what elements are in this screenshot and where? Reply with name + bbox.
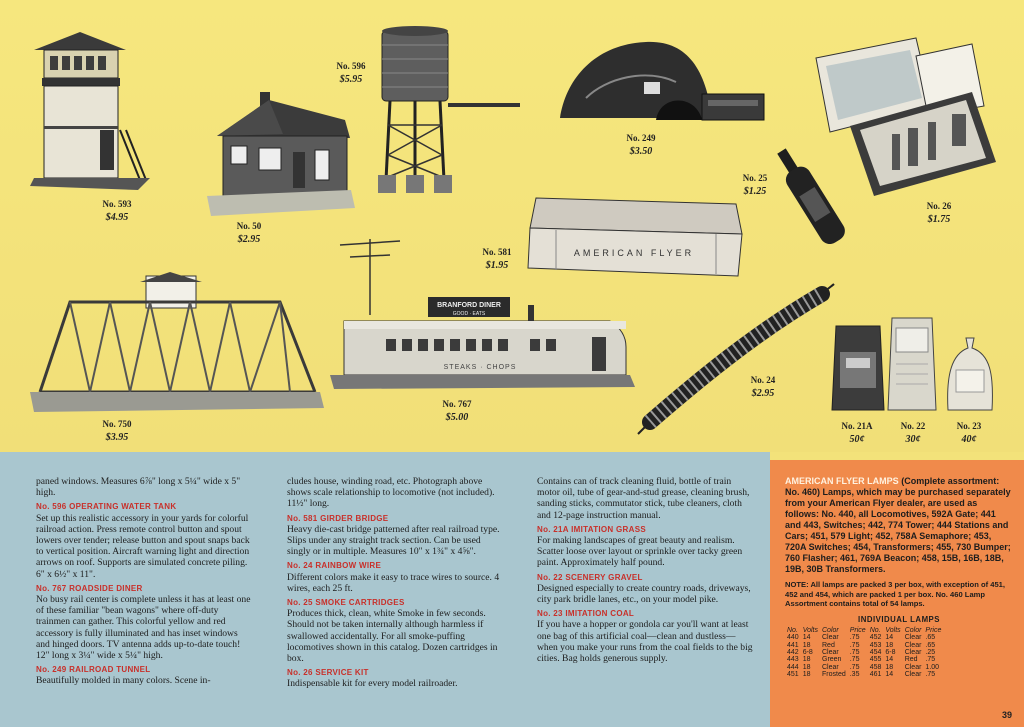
table-cell: .25 [925, 649, 936, 656]
product-price: 30¢ [905, 434, 921, 445]
table-row [785, 642, 943, 649]
table-cell: 451 [787, 671, 799, 679]
product-price: $4.95 [105, 212, 129, 223]
table-cell: Green [822, 656, 842, 664]
lamps-column [785, 476, 1013, 679]
product-label-21a [834, 420, 880, 446]
paragraph: cludes house, winding road, etc. Photograph above shows scale relationship to locomotive (not included). 11½" long. [287, 476, 495, 510]
text-column-1 [36, 476, 252, 690]
bridge-sign-text: AMERICAN FLYER [573, 248, 695, 258]
table-cell: 14 [802, 634, 811, 642]
diner-side-text: STEAKS · CHOPS [443, 364, 517, 371]
table-cell: .75 [849, 634, 860, 642]
paragraph: Produces thick, clean, white Smoke in few seconds. Should not be taken internally although harmless if swallowed accidentally. For all smoke-puffing locomotives shown in this catalog. Dozen cartridges in box. [287, 608, 498, 665]
table-cell: Clear [904, 641, 922, 649]
paragraph: For making landscapes of great beauty and realism. Scatter loose over layout or sprinkle over tacky green paint. Approximately half pound. [537, 535, 743, 569]
product-number: No. 24 [750, 375, 776, 385]
section-heading: No. 25 SMOKE CARTRIDGES [287, 598, 405, 608]
lamps-column-header: Color [822, 626, 839, 634]
lamps-table [785, 627, 943, 679]
table-cell: 14 [885, 634, 894, 642]
table-cell: .75 [849, 641, 860, 649]
section-heading: No. 249 RAILROAD TUNNEL [36, 665, 151, 675]
table-cell: 453 [869, 641, 882, 649]
product-number: No. 750 [102, 419, 132, 429]
lamps-column-header: Price [925, 626, 942, 634]
lamps-note: NOTE: All lamps are packed 3 per box, with exception of 451, 452 and 454, which are packed 1 per box. No. 460 Lamp Assortment contains total of 54 lamps. [785, 580, 1005, 609]
roadside-diner-icon [330, 235, 635, 405]
table-row [785, 664, 943, 671]
product-price: $2.95 [751, 388, 775, 399]
diner-sign-subtext: GOOD · EATS [452, 311, 486, 317]
section-heading: No. 22 SCENERY GRAVEL [537, 572, 643, 582]
table-row [785, 671, 943, 678]
product-label-750 [94, 418, 140, 444]
table-cell: Clear [904, 634, 922, 642]
product-price: 50¢ [849, 434, 865, 445]
product-number: No. 593 [102, 199, 132, 209]
water-tank-icon [378, 25, 523, 200]
paragraph: Designed especially to create country roads, driveways, city park bridle lanes, etc., on your model pike. [537, 582, 751, 606]
trestle-bridge-icon [30, 272, 325, 417]
signal-tower-icon [30, 30, 195, 195]
product-label-767 [434, 398, 480, 424]
table-cell: 6-8 [885, 649, 896, 656]
product-number: No. 23 [956, 421, 982, 431]
section-heading: No. 21A IMITATION GRASS [537, 524, 646, 534]
railroad-tunnel-icon [556, 38, 766, 128]
table-cell: .35 [849, 671, 860, 679]
lamps-column-header: Color [904, 626, 922, 634]
table-cell: .75 [849, 663, 860, 671]
table-row [785, 649, 943, 656]
table-cell: 14 [885, 671, 894, 679]
grass-bag-icon [830, 322, 886, 414]
table-cell: 454 [869, 649, 882, 656]
lamps-heading: AMERICAN FLYER LAMPS [785, 476, 899, 486]
product-number: No. 249 [626, 133, 656, 143]
section-heading: No. 24 RAINBOW WIRE [287, 561, 382, 571]
product-price: $5.00 [445, 412, 469, 423]
paragraph: Contains can of track cleaning fluid, bottle of train motor oil, tube of gear-and-stud grease, cleaning brush, sanding sticks, commutator stick, tube cleaners, cloth and 12-page instruction manual. [537, 476, 750, 521]
table-cell: Clear [904, 649, 922, 656]
text-column-2 [287, 476, 503, 693]
paragraph: Beautifully molded in many colors. Scene in- [36, 675, 211, 687]
product-label-26 [916, 200, 962, 226]
product-price: 40¢ [961, 434, 977, 445]
table-cell: Clear [904, 663, 922, 671]
table-cell: Clear [822, 663, 839, 671]
table-cell: 18 [885, 641, 894, 649]
table-cell: 18 [885, 663, 894, 671]
product-number: No. 767 [442, 399, 472, 409]
product-price: $3.50 [629, 146, 653, 157]
table-row [785, 656, 943, 663]
product-label-249 [618, 132, 664, 158]
product-price: $1.75 [927, 214, 951, 225]
product-price: $2.95 [237, 234, 261, 245]
table-cell: 18 [802, 671, 811, 679]
table-cell: .75 [849, 649, 860, 656]
table-cell: Red [822, 641, 835, 649]
paragraph: No busy rail center is complete unless it has at least one of these familiar "bean wagons" where off-duty trainmen can gather. This colorful yellow and red accessory is fully illuminated and has inset windows and hinged doors. TV antenna adds up-to-date touch! 12" long x 3¼" wide x 5¼" high. [36, 594, 251, 662]
table-cell: 440 [787, 634, 799, 642]
product-price: $1.25 [743, 186, 767, 197]
product-number: No. 596 [336, 61, 366, 71]
table-cell: 442 [787, 649, 799, 656]
paragraph: Different colors make it easy to trace wires to source. 4 wires, each 25 ft. [287, 571, 500, 594]
table-cell: 18 [802, 641, 811, 649]
product-number: No. 25 [742, 173, 768, 183]
paragraph: paned windows. Measures 6⅞" long x 5¼" wide x 5" high. [36, 476, 241, 499]
lamps-column-header: Volts [885, 626, 901, 634]
product-label-24 [740, 374, 786, 400]
table-cell: .65 [925, 641, 936, 649]
product-label-596 [328, 60, 374, 86]
table-cell: 458 [869, 663, 882, 671]
lamps-column-header: No. [787, 626, 798, 634]
table-cell: 452 [869, 634, 882, 642]
product-number: No. 50 [236, 221, 262, 231]
table-cell: .75 [849, 656, 860, 664]
table-cell: Clear [822, 634, 839, 642]
table-cell: 443 [787, 656, 799, 664]
lamps-table-title: INDIVIDUAL LAMPS [858, 614, 940, 624]
table-cell: Frosted [822, 671, 846, 679]
lamps-column-header: No. [869, 626, 881, 634]
paragraph: If you have a hopper or gondola car you'll want at least one bag of this artificial coal—clean and dustless—when you make your runs from the coal fields to the big cities. Bag holds generous supply. [537, 619, 753, 665]
lamps-column-header: Price [849, 626, 866, 634]
table-cell: .65 [925, 634, 936, 642]
product-label-593 [94, 198, 140, 224]
station-house-icon [205, 90, 355, 220]
table-cell: 444 [787, 663, 799, 671]
lamps-description [785, 476, 1013, 575]
table-row [785, 634, 943, 641]
paragraph: Indispensable kit for every model railroader. [287, 678, 458, 690]
section-heading: No. 581 GIRDER BRIDGE [287, 513, 389, 523]
gravel-bag-icon [886, 314, 938, 414]
table-cell: 14 [885, 656, 894, 664]
table-cell: 455 [869, 656, 882, 664]
table-cell: 461 [869, 671, 882, 679]
product-number: No. 22 [900, 421, 926, 431]
table-cell: 6-8 [802, 649, 813, 656]
product-price: $3.95 [105, 432, 129, 443]
product-number: No. 26 [926, 201, 952, 211]
product-label-23 [946, 420, 992, 446]
table-cell: 441 [787, 641, 799, 649]
table-cell: .75 [925, 671, 936, 679]
section-heading: No. 26 SERVICE KIT [287, 668, 369, 678]
product-price: $5.95 [339, 74, 363, 85]
table-cell: Red [904, 656, 918, 664]
table-cell: .75 [925, 656, 936, 664]
table-cell: Clear [822, 649, 839, 656]
lamps-column-header: Volts [802, 626, 818, 634]
smoke-cartridge-bottle-icon [770, 140, 854, 256]
paragraph: Set up this realistic accessory in your yards for colorful railroad action. Press remote control button and spout lowers over tender; release button and spout snaps back to vertical position. Aircraft warning light and direction arrows on roof. Supports are simulated concrete piling. 6" x 6½" x 11". [36, 512, 250, 580]
paragraph: Heavy die-cast bridge patterned after real railroad type. Slips under any straight track section. Can be used singly or in multiple. Measures 10" x 1¾" x 4⅝". [287, 523, 500, 558]
lamps-body: (Complete assortment: No. 460) Lamps, which may be purchased separately from your American Flyer dealer, are used as follows: No. 440, all Locomotives, 592A Gate; 441 and 443, Switches; 442, 774 Tower; 444 Stations and Cars; 451, 579 Light; 452, 758A Semaphore; 453, 720A Switches; 454, Transformers; 455, 730 Bumper; 760 Flasher; 461, 769A Beacon; 458, 15B, 16B, 18B, 19B, 30B Transformers. [785, 476, 1011, 574]
product-label-22 [890, 420, 936, 446]
rainbow-wire-icon [636, 282, 836, 437]
product-number: No. 581 [482, 247, 512, 257]
table-cell: 18 [802, 663, 811, 671]
product-number: No. 21A [841, 421, 873, 431]
section-heading: No. 767 ROADSIDE DINER [36, 583, 143, 593]
section-heading: No. 596 OPERATING WATER TANK [36, 502, 177, 512]
product-label-50 [226, 220, 272, 246]
page-number: 39 [1002, 710, 1013, 720]
product-price: $1.95 [485, 260, 509, 271]
section-heading: No. 23 IMITATION COAL [537, 609, 635, 619]
diner-sign-text: BRANFORD DINER [437, 302, 501, 309]
table-cell: 1.00 [925, 663, 940, 671]
table-cell: 18 [802, 656, 811, 664]
coal-bag-icon [944, 334, 996, 414]
table-cell: Clear [904, 671, 922, 679]
text-column-3 [537, 476, 755, 667]
